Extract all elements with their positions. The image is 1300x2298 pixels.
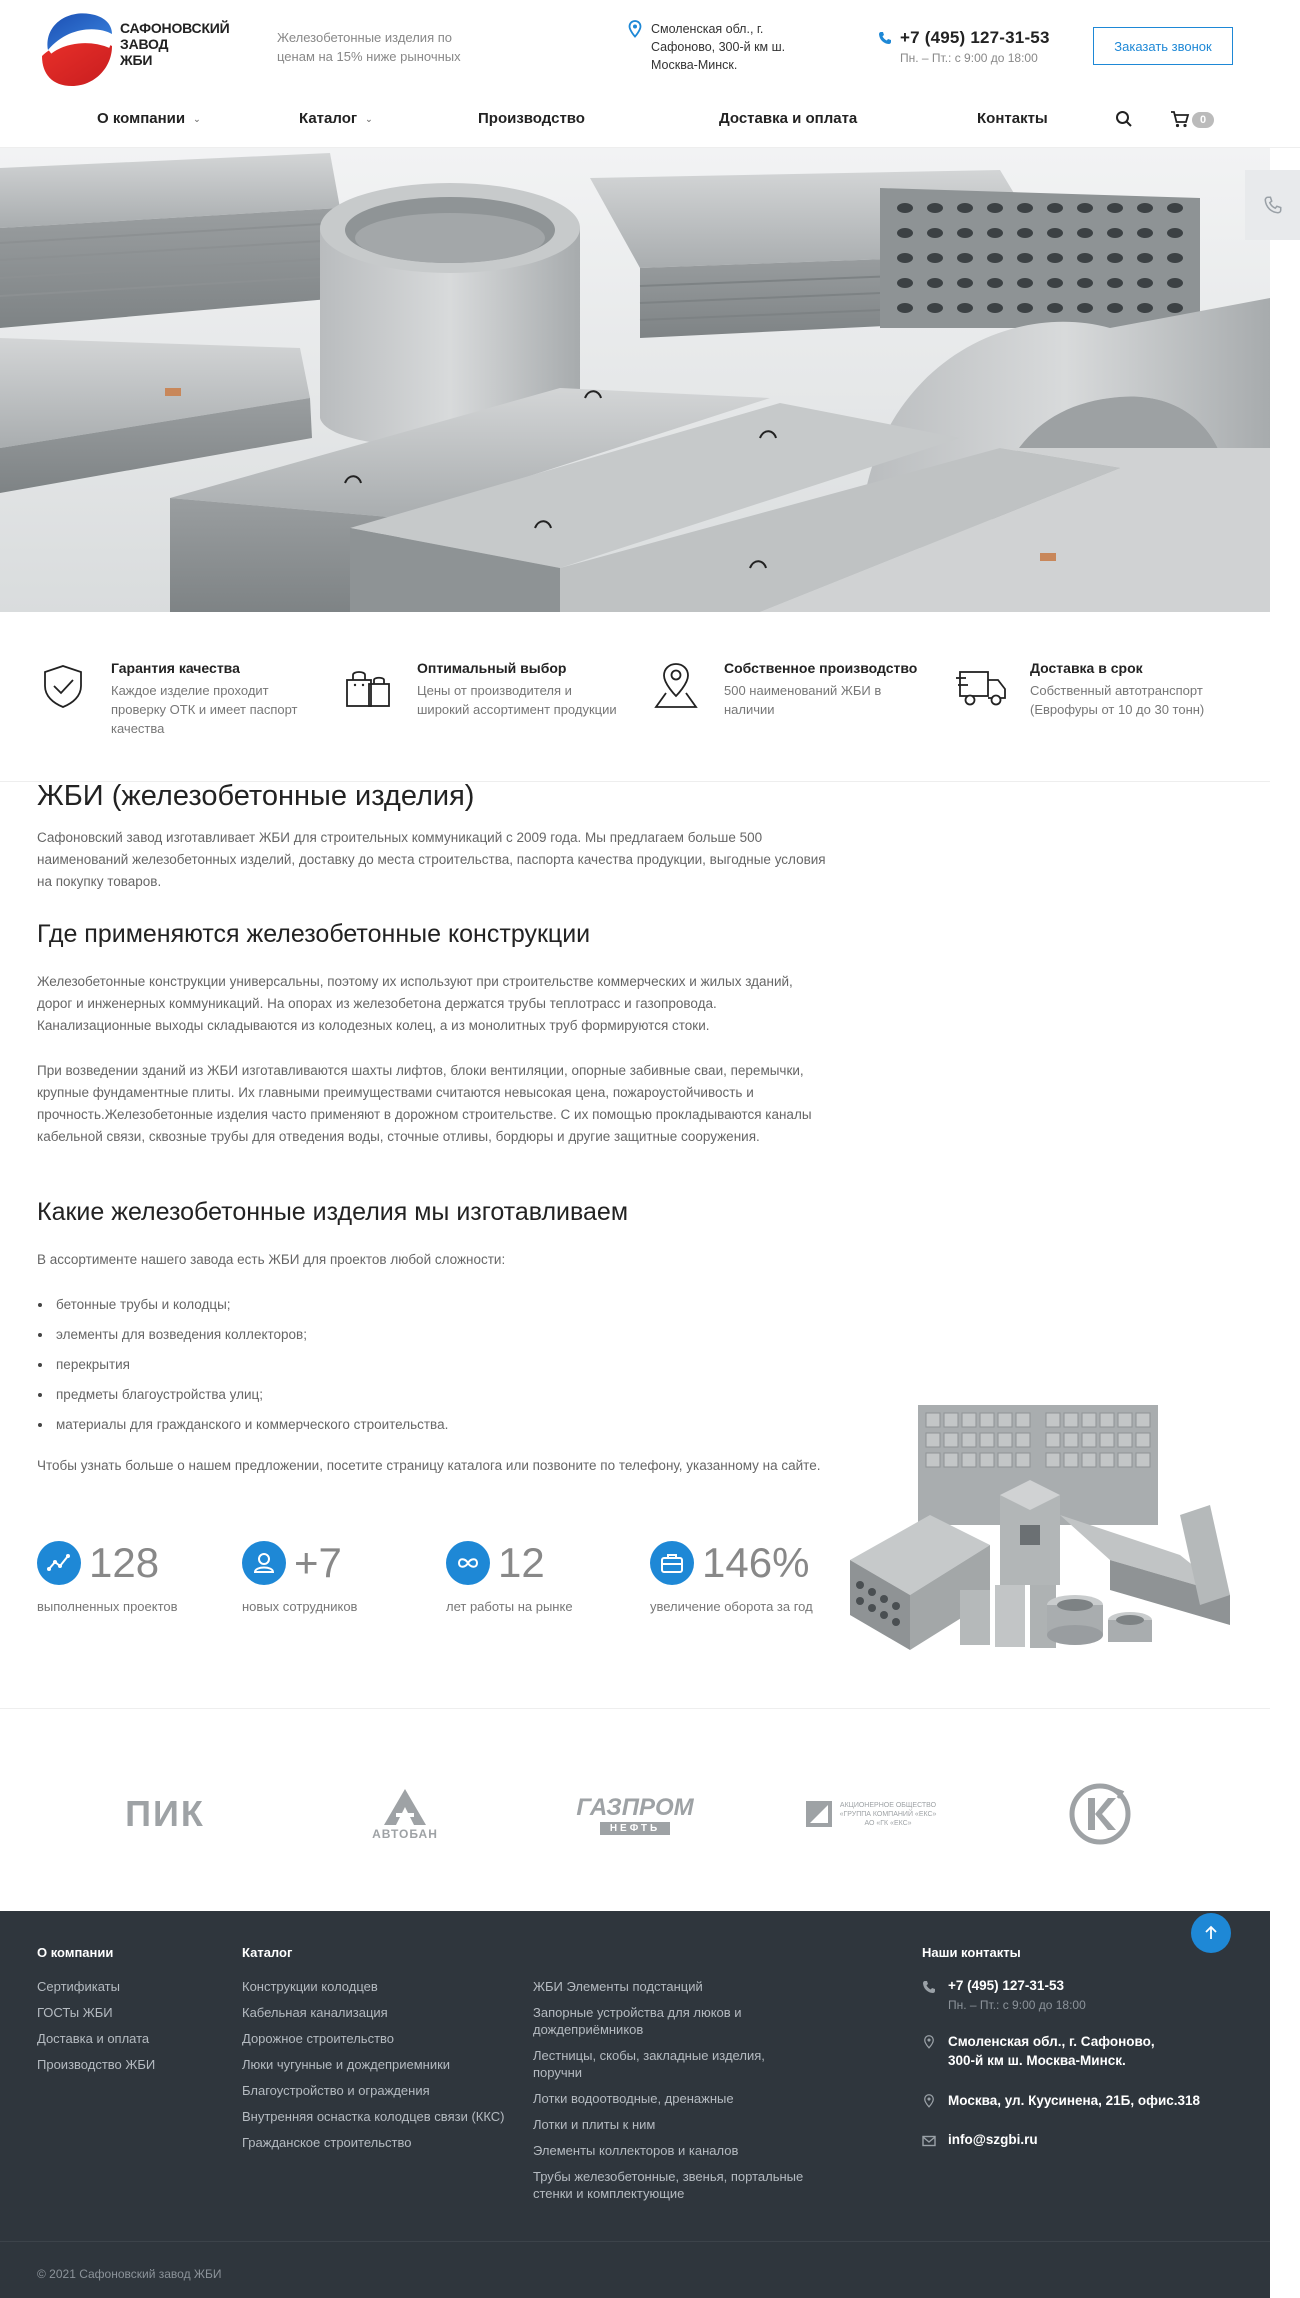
tagline: Железобетонные изделия по ценам на 15% ниже рыночных [277,30,461,64]
feature-desc: 500 наименований ЖБИ в наличии [724,683,882,717]
footer-link[interactable]: Сертификаты [37,1979,120,1994]
briefcase-icon [659,1550,685,1576]
nav-item-contacts[interactable]: Контакты [977,110,1048,127]
feature-desc: Цены от производителя и широкий ассортимент продукции [417,683,617,717]
feature-title: Оптимальный выбор [417,660,567,676]
footer-link[interactable]: Внутренняя оснастка колодцев связи (ККС) [242,2109,505,2124]
logo-text [120,20,230,68]
avtoban-logo-icon [382,1787,428,1827]
site-header [0,0,1300,148]
footer-link[interactable]: Лестницы, скобы, закладные изделия, поручни [533,2048,765,2080]
footer-link[interactable]: Трубы железобетонные, звенья, портальные стенки и комплектующие [533,2169,804,2201]
nav-item-delivery[interactable]: Доставка и оплата [719,110,858,127]
map-pin-icon [922,2035,936,2049]
search-icon[interactable] [1115,110,1133,128]
chart-icon [46,1550,72,1576]
stat-employees [242,1537,442,1617]
feature-title: Доставка в срок [1030,660,1143,676]
usage-paragraph-1: Железобетонные конструкции универсальны, поэтому их используют при строительстве коммерческих и жилых зданий, дорог и инженерных коммуникаций. На опорах из железобетона держатся трубы теплотрасс и газопровода. Канализационные выходы складываются из колодезных колец, а из монолитных труб формируются стоки. [37,974,793,1033]
nav-item-label: Каталог [299,110,358,127]
feature-title: Гарантия качества [111,660,240,676]
main-nav [0,100,1300,140]
usage-paragraph-2: При возведении зданий из ЖБИ изготавливаются шахты лифтов, блоки вентиляции, опорные забивные сваи, перемычки, крупные фундаментные плиты. Их главными преимуществами считаются невысокая цена, пожароустойчивость и прочность.Железобетонные изделия часто применяют в дорожном строительстве. С их помощью прокладываются каналы кабельной связи, сквозные трубы для отведения воды, сточные отливы, бордюры и другие защитные сооружения. [37,1063,812,1144]
page-title: ЖБИ (железобетонные изделия) [37,780,475,812]
copyright: © 2021 Сафоновский завод ЖБИ [37,2267,222,2281]
partner-logo-k[interactable] [1015,1779,1185,1849]
partner-logo-text: ГАЗПРОМ [576,1793,694,1821]
feature-delivery [956,660,1256,760]
stat-label: лет работы на рынке [446,1599,573,1614]
footer-address-2: Москва, ул. Куусинена, 21Б, офис.318 [948,2093,1201,2108]
logo-line-1: САФОНОВСКИЙ [120,20,230,36]
map-pin-icon [922,2094,936,2108]
location-map-icon [650,660,702,712]
chevron-down-icon: ⌄ [365,113,373,124]
logo-line-2: ЗАВОД [120,36,169,52]
stat-icon-wrap [650,1541,694,1585]
nav-item-company[interactable] [97,110,201,127]
header-address: Смоленская обл., г. Сафоново, 300-й км ш. Москва-Минск. [651,22,786,72]
footer-link[interactable]: ГОСТы ЖБИ [37,2005,113,2020]
list-item: перекрытия [37,1353,827,1383]
partner-logo-text: АВТОБАН [372,1827,438,1841]
delivery-truck-icon [956,660,1008,712]
infinity-icon [454,1550,482,1576]
footer-address-1: Смоленская обл., г. Сафоново, 300-й км ш. Москва-Минск. [948,2034,1155,2068]
cart-count-badge: 0 [1192,112,1214,128]
stat-icon-wrap [37,1541,81,1585]
partner-logo-line: АО «ГК «ЕКС» [864,1819,912,1827]
footer-link[interactable]: Доставка и оплата [37,2031,150,2046]
features-strip [0,612,1270,782]
header-phone[interactable]: +7 (495) 127-31-53 [900,28,1050,47]
list-item: элементы для возведения коллекторов; [37,1323,827,1353]
footer-phone[interactable]: +7 (495) 127-31-53 [948,1978,1064,1993]
feature-desc: Каждое изделие проходит проверку ОТК и имеет паспорт качества [111,683,298,736]
footer-link[interactable]: Кабельная канализация [242,2005,388,2020]
stat-years [446,1537,646,1617]
footer-link[interactable]: Благоустройство и ограждения [242,2083,430,2098]
stat-label: новых сотрудников [242,1599,358,1614]
feature-desc: Собственный автотранспорт (Еврофуры от 10 до 30 тонн) [1030,683,1205,717]
footer-hours: Пн. – Пт.: с 9:00 до 18:00 [948,1998,1086,2012]
stat-label: выполненных проектов [37,1599,178,1614]
stat-number: 146% [702,1539,810,1586]
feature-title: Собственное производство [724,660,918,676]
stat-number: +7 [294,1539,342,1586]
list-item: материалы для гражданского и коммерческого строительства. [37,1413,827,1443]
nav-item-production[interactable]: Производство [478,110,585,127]
feature-quality [37,660,337,760]
site-footer [0,1911,1270,2298]
products-list [37,1293,827,1443]
footer-email[interactable]: info@szgbi.ru [948,2132,1038,2147]
footer-heading-company: О компании [37,1945,114,1960]
k-logo-icon [1068,1782,1132,1846]
footer-divider [0,2241,1270,2242]
stat-growth [650,1537,850,1617]
partner-logo-line: «ГРУППА КОМПАНИЙ «ЕКС» [839,1810,937,1818]
partner-logo-subtext: НЕФТЬ [600,1822,670,1835]
user-icon [251,1550,277,1576]
mail-icon [922,2134,936,2148]
stat-number: 12 [498,1539,545,1586]
hero-concrete-illustration [0,148,1270,612]
footer-link[interactable]: Лотки и плиты к ним [533,2117,656,2132]
products-intro: В ассортименте нашего завода есть ЖБИ для проектов любой сложности: [37,1252,506,1267]
feature-choice [343,660,643,760]
logo-line-3: ЖБИ [120,52,153,68]
stat-label: увеличение оборота за год [650,1599,813,1614]
footer-heading-contacts: Наши контакты [922,1945,1021,1960]
partner-logo-eks[interactable] [780,1779,960,1849]
products-illustration [850,1395,1230,1665]
partner-logo-text: ПИК [125,1793,205,1834]
phone-icon [1264,196,1282,214]
footer-heading-catalog: Каталог [242,1945,293,1960]
scroll-to-top-button[interactable] [1191,1913,1231,1953]
partner-logo-gazprom[interactable] [550,1779,720,1849]
side-callback-button[interactable] [1245,170,1300,240]
footer-link[interactable]: Элементы коллекторов и каналов [533,2143,739,2158]
footer-link[interactable]: Производство ЖБИ [37,2057,156,2072]
nav-item-label: О компании [97,110,186,127]
callback-button[interactable]: Заказать звонок [1093,27,1233,65]
outro-paragraph: Чтобы узнать больше о нашем предложении, посетите страницу каталога или позвоните по телефону, указанному на сайте. [37,1458,821,1473]
footer-link[interactable]: Люки чугунные и дождеприемники [242,2057,451,2072]
map-pin-icon [628,20,642,38]
hero-banner [0,148,1270,612]
stat-icon-wrap [242,1541,286,1585]
stat-projects [37,1537,237,1617]
eks-logo-icon [804,1799,834,1829]
shield-check-icon [37,660,89,712]
arrow-up-icon [1203,1925,1219,1941]
stat-number: 128 [89,1539,160,1586]
footer-link[interactable]: Запорные устройства для люков и дождеприёмников [533,2005,742,2037]
section-title-usage: Где применяются железобетонные конструкции [37,920,591,948]
partner-logo-avtoban[interactable] [320,1779,490,1849]
cart-icon[interactable] [1170,110,1190,128]
phone-icon [878,31,892,45]
shopping-bags-icon [343,660,395,712]
list-item: предметы благоустройства улиц; [37,1383,827,1413]
footer-link[interactable]: Конструкции колодцев [242,1979,378,1994]
partner-logo-line: АКЦИОНЕРНОЕ ОБЩЕСТВО [839,1801,937,1809]
intro-paragraph: Сафоновский завод изготавливает ЖБИ для строительных коммуникаций с 2009 года. Мы предлагаем больше 500 наименований железобетонных изделий, доставку до места строительства, паспорта качества продукции, выгодные условия на покупку товаров. [37,830,826,889]
footer-link[interactable]: ЖБИ Элементы подстанций [533,1979,703,1994]
footer-link[interactable]: Лотки водоотводные, дренажные [533,2091,734,2106]
partner-logo-pik[interactable] [80,1779,250,1849]
stat-icon-wrap [446,1541,490,1585]
phone-icon [922,1980,936,1994]
footer-link[interactable]: Дорожное строительство [242,2031,395,2046]
feature-production [650,660,950,760]
partner-logo-text [840,1801,937,1828]
list-item: бетонные трубы и колодцы; [37,1293,827,1323]
chevron-down-icon: ⌄ [193,113,201,124]
partners-strip [0,1708,1270,1911]
header-hours: Пн. – Пт.: с 9:00 до 18:00 [900,51,1038,65]
section-title-products: Какие железобетонные изделия мы изготавливаем [37,1198,629,1226]
footer-link[interactable]: Гражданское строительство [242,2135,412,2150]
nav-item-catalog[interactable] [299,110,373,127]
